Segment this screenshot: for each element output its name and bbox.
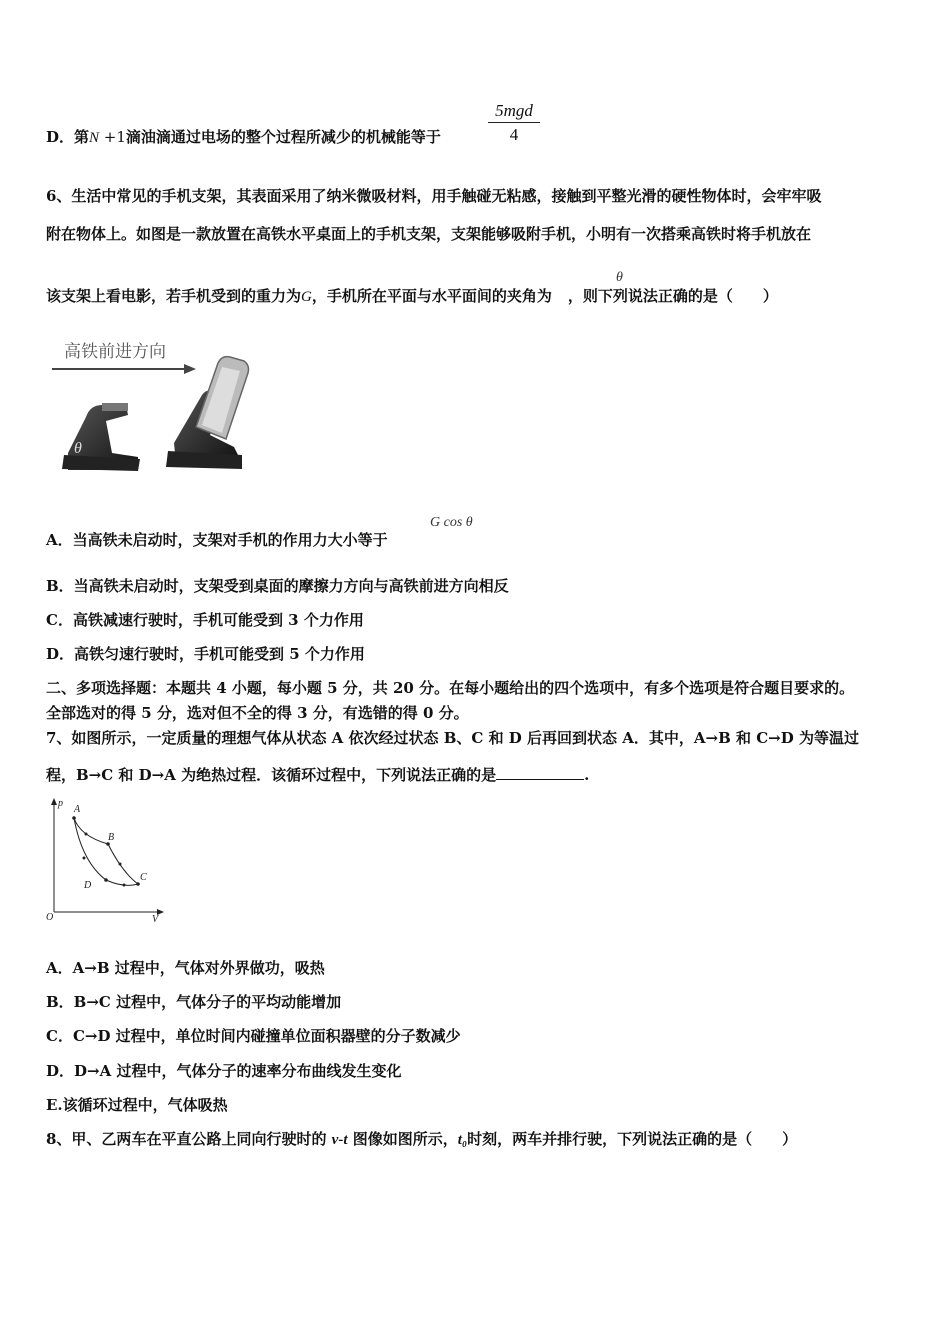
q5-fraction-numerator: 5mgd	[488, 100, 540, 123]
q7-stem-line2-end: .	[584, 766, 590, 784]
q7-label-d: D	[84, 880, 92, 891]
q6-option-a: A．当高铁未启动时，支架对手机的作用力大小等于	[46, 531, 388, 549]
figure-direction-label: 高铁前进方向	[64, 342, 166, 361]
q7-point-a	[72, 816, 76, 820]
q8-t0: t₀	[457, 1132, 468, 1148]
q7-option-d: D．D→A 过程中，气体分子的速率分布曲线发生变化	[46, 1062, 402, 1080]
q7-label-a: A	[74, 804, 81, 815]
q7-answer-blank	[496, 765, 584, 780]
q7-option-a: A．A→B 过程中，气体对外界做功，吸热	[46, 959, 325, 977]
q7-label-o: O	[46, 912, 54, 923]
q8-stem-a: 8、甲、乙两车在平直公路上同向行驶时的	[46, 1130, 332, 1148]
q6-stem-line3-a: 该支架上看电影，若手机受到的重力为	[46, 287, 302, 305]
q8-stem-b: 图像如图所示，	[347, 1130, 458, 1148]
q7-pv-diagram	[44, 796, 174, 924]
q6-stem-line2: 附在物体上。如图是一款放置在高铁水平桌面上的手机支架，支架能够吸附手机，小明有一次搭乘高铁时将手机放在	[46, 225, 812, 243]
q7-curve-cd	[106, 880, 138, 885]
q7-option-e: E.该循环过程中，气体吸热	[46, 1096, 228, 1114]
q7-point-ab-mid	[85, 833, 88, 836]
q7-point-bc-mid	[119, 863, 122, 866]
q7-point-d	[104, 878, 108, 882]
q6-option-d: D．高铁匀速行驶时，手机可能受到 5 个力作用	[46, 645, 365, 663]
q6-option-c: C．高铁减速行驶时，手机可能受到 3 个力作用	[46, 611, 364, 629]
q8-vt: v-t	[331, 1132, 348, 1148]
q7-option-c: C．C→D 过程中，单位时间内碰撞单位面积器壁的分子数减少	[46, 1027, 461, 1045]
q6-phone-holder-figure	[46, 335, 256, 480]
q5-option-d-text: 滴油滴通过电场的整个过程所减少的机械能等于	[125, 128, 441, 146]
q7-point-da-mid	[83, 857, 86, 860]
q5-option-d	[46, 127, 441, 148]
q7-label-p: p	[58, 798, 63, 809]
q6-var-g: G	[301, 289, 312, 305]
q6-stem-line3	[46, 286, 778, 307]
q6-stem-line1: 6、生活中常见的手机支架，其表面采用了纳米微吸材料，用手触碰无粘感，接触到平整光滑的硬性物体时，会牢牢吸	[46, 187, 822, 205]
figure-angle-label: θ	[74, 440, 82, 457]
q6-stem-line3-b: ，手机所在平面与水平面间的夹角为	[311, 287, 552, 305]
left-stand-pad	[102, 403, 128, 411]
q7-label-b: B	[108, 832, 115, 843]
q5-fraction	[488, 100, 540, 147]
q6-option-b: B．当高铁未启动时，支架受到桌面的摩擦力方向与高铁前进方向相反	[46, 577, 509, 595]
q5-plus-one: +1	[99, 128, 126, 146]
q5-var-n: N	[89, 130, 100, 146]
section2-heading-line1: 二、多项选择题：本题共 4 小题，每小题 5 分，共 20 分。在每小题给出的四个选项中，有多个选项是符合题目要求的。	[46, 679, 855, 697]
q6-stem-line3-c: ，则下列说法正确的是（ ）	[567, 287, 778, 305]
q7-stem-line1: 7、如图所示，一定质量的理想气体从状态 A 依次经过状态 B、C 和 D 后再回到状态 A．其中，A→B 和 C→D 为等温过	[46, 729, 859, 747]
q8-stem-c: 时刻，两车并排行驶，下列说法正确的是（ ）	[467, 1130, 798, 1148]
q7-label-c: C	[140, 872, 147, 883]
q6-option-a-math: G cos θ	[430, 515, 473, 530]
q5-option-d-prefix: D．第	[46, 128, 90, 146]
q7-curve-bc	[108, 844, 138, 884]
q7-p-axis-arrow	[51, 798, 57, 805]
q7-label-v: V	[152, 914, 159, 924]
figure-direction-arrowhead	[184, 364, 196, 374]
q6-theta-symbol: θ	[616, 270, 623, 285]
q7-point-cd-mid	[123, 884, 126, 887]
q7-option-b: B．B→C 过程中，气体分子的平均动能增加	[46, 993, 342, 1011]
q5-fraction-denominator: 4	[509, 125, 519, 144]
section2-heading-line2: 全部选对的得 5 分，选对但不全的得 3 分，有选错的得 0 分。	[46, 704, 469, 722]
q7-stem-line2	[46, 765, 589, 785]
q8-stem	[46, 1129, 797, 1150]
q7-stem-line2-text: 程，B→C 和 D→A 为绝热过程．该循环过程中，下列说法正确的是	[46, 766, 497, 784]
